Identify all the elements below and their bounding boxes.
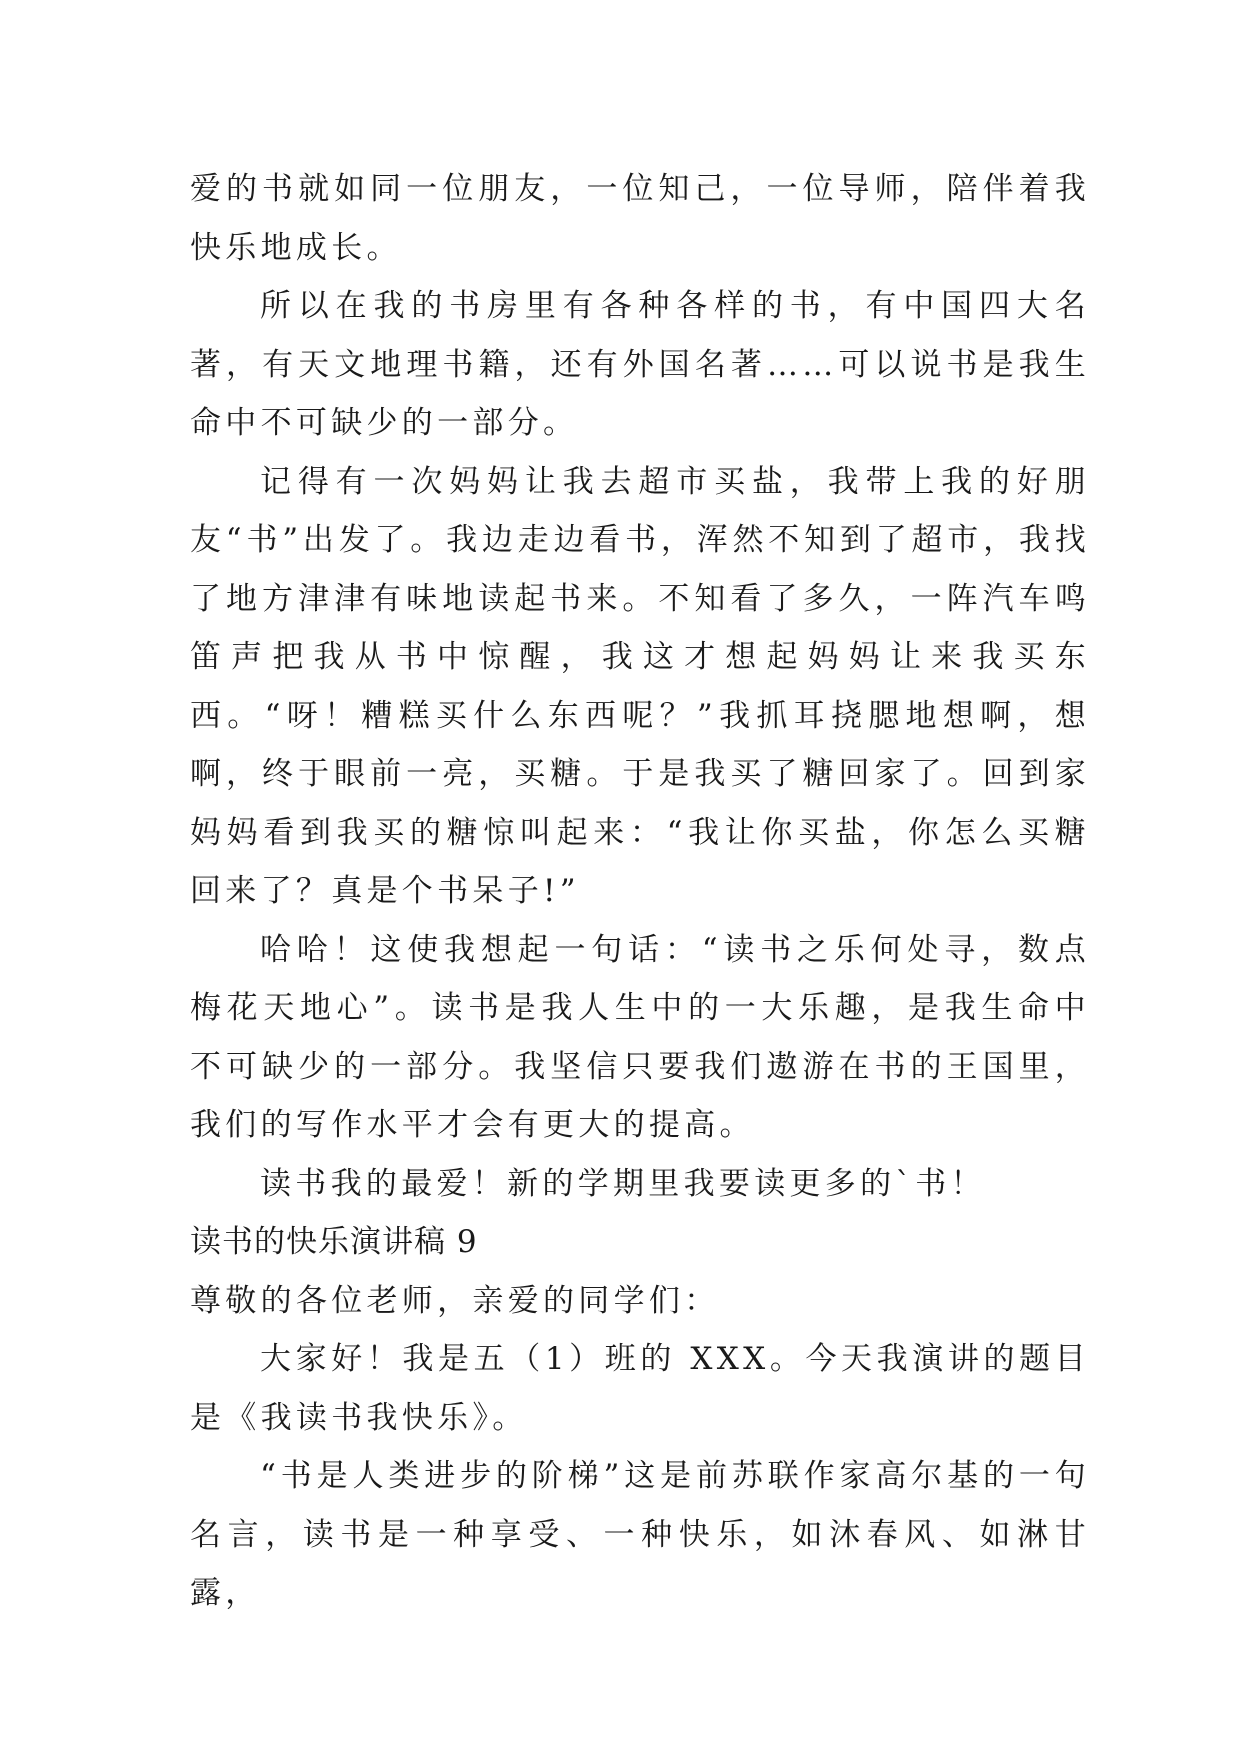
paragraph-reading-joy: 哈哈！这使我想起一句话：“读书之乐何处寻，数点梅花天地心”。读书是我人生中的一大乐趣，是我生命中不可缺少的一部分。我坚信只要我们遨游在书的王国里，我们的写作水平才会有更大的提高。 bbox=[190, 931, 1090, 1143]
paragraph-continued-intro: 爱的书就如同一位朋友，一位知己，一位导师，陪伴着我快乐地成长。 bbox=[190, 171, 1090, 266]
paragraph-gorky-quote: “书是人类进步的阶梯”这是前苏联作家高尔基的一句名言，读书是一种享受、一种快乐，如沐春风、如淋甘露， bbox=[190, 1458, 1090, 1611]
document-body bbox=[190, 160, 1090, 1623]
section-title: 读书的快乐演讲稿 9 bbox=[190, 1224, 478, 1260]
paragraph-greeting: 大家好！我是五（1）班的 XXX。今天我演讲的题目是《我读书我快乐》。 bbox=[190, 1341, 1090, 1436]
paragraph-closing: 读书我的最爱！新的学期里我要读更多的`书！ bbox=[260, 1165, 986, 1202]
paragraph-bookroom: 所以在我的书房里有各种各样的书，有中国四大名著，有天文地理书籍，还有外国名著……可以说书是我生命中不可缺少的一部分。 bbox=[190, 288, 1090, 441]
paragraph-supermarket-story: 记得有一次妈妈让我去超市买盐，我带上我的好朋友“书”出发了。我边走边看书，浑然不知到了超市，我找了地方津津有味地读起书来。不知看了多久，一阵汽车鸣笛声把我从书中惊醒，我这才想起妈妈让来我买东西。“呀！糟糕买什么东西呢？”我抓耳挠腮地想啊，想啊，终于眼前一亮，买糖。于是我买了糖回家了。回到家妈妈看到我买的糖惊叫起来：“我让你买盐，你怎么买糖回来了？真是个书呆子!” bbox=[190, 463, 1090, 909]
salutation: 尊敬的各位老师，亲爱的同学们： bbox=[190, 1282, 720, 1319]
